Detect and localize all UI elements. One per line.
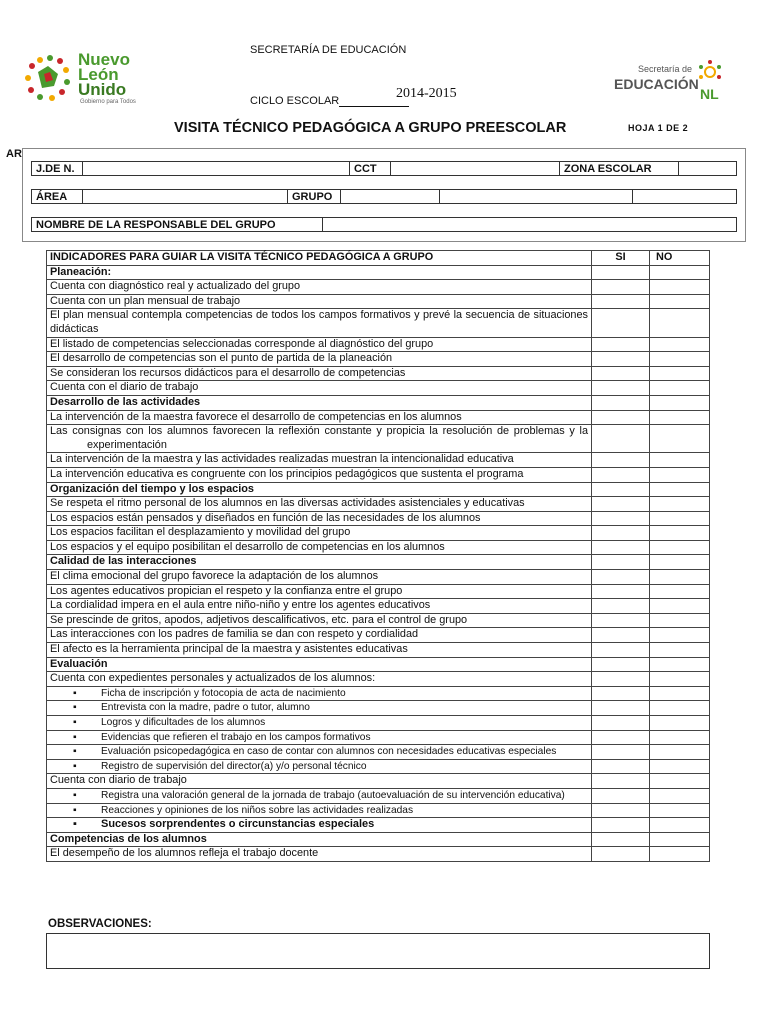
no-checkbox-cell[interactable] [650, 613, 710, 628]
indicator-text: Se consideran los recursos didácticos para el desarrollo de competencias [47, 366, 592, 381]
ciclo-label-text: CICLO ESCOLAR [250, 95, 340, 107]
no-checkbox-cell[interactable] [650, 686, 710, 701]
table-row [47, 788, 710, 803]
table-row [47, 628, 710, 643]
bullet-text: Entrevista con la madre, padre o tutor, alumno [101, 702, 310, 714]
table-row [47, 745, 710, 760]
si-checkbox-cell [592, 395, 650, 410]
table-row [47, 280, 710, 295]
no-checkbox-cell[interactable] [650, 540, 710, 555]
si-checkbox-cell [592, 555, 650, 570]
indicator-text: El desempeño de los alumnos refleja el trabajo docente [47, 847, 592, 862]
si-checkbox-cell [592, 657, 650, 672]
si-checkbox-cell[interactable] [592, 803, 650, 818]
si-checkbox-cell[interactable] [592, 497, 650, 512]
bullet-icon: ▪ [73, 804, 77, 816]
section-row [47, 555, 710, 570]
table-row [47, 774, 710, 789]
si-checkbox-cell[interactable] [592, 584, 650, 599]
table-row [47, 803, 710, 818]
area-label: ÁREA [32, 190, 83, 204]
table-row [47, 570, 710, 585]
indicator-text: Las consignas con los alumnos favorecen la reflexión constante y propicia la resolución de problemas y la experimentación [47, 425, 592, 453]
no-checkbox-cell[interactable] [650, 730, 710, 745]
no-checkbox-cell [650, 657, 710, 672]
section-row [47, 818, 710, 833]
section-title: Planeación: [47, 265, 592, 280]
indicator-text [47, 788, 592, 803]
bullet-text: Reacciones y opiniones de los niños sobre las actividades realizadas [101, 804, 414, 816]
si-checkbox-cell[interactable] [592, 309, 650, 337]
page-title: VISITA TÉCNICO PEDAGÓGICA A GRUPO PREESCOLAR [174, 120, 567, 136]
table-row [47, 584, 710, 599]
logo-text-nuevo: Nuevo [78, 50, 130, 69]
si-checkbox-cell[interactable] [592, 701, 650, 716]
table-header-row [47, 251, 710, 266]
no-checkbox-cell[interactable] [650, 803, 710, 818]
si-checkbox-cell[interactable] [592, 716, 650, 731]
no-checkbox-cell [650, 265, 710, 280]
bullet-icon: ▪ [73, 731, 77, 743]
no-checkbox-cell[interactable] [650, 701, 710, 716]
indicator-text: Los espacios están pensados y diseñados en función de las necesidades de los alumnos [47, 511, 592, 526]
no-checkbox-cell[interactable] [650, 410, 710, 425]
no-checkbox-cell[interactable] [650, 425, 710, 453]
bullet-icon: ▪ [73, 789, 77, 801]
section-row [47, 395, 710, 410]
id-row-1 [31, 161, 737, 176]
table-row [47, 366, 710, 381]
table-row [47, 701, 710, 716]
si-checkbox-cell[interactable] [592, 730, 650, 745]
indicator-text: El clima emocional del grupo favorece la adaptación de los alumnos [47, 570, 592, 585]
logo-text-unido: Unido [78, 80, 127, 99]
indicator-text: Cuenta con expedientes personales y actualizados de los alumnos: [47, 672, 592, 687]
table-row [47, 497, 710, 512]
no-checkbox-cell[interactable] [650, 599, 710, 614]
indicator-text: Las interacciones con los padres de familia se dan con respeto y cordialidad [47, 628, 592, 643]
indicators-table [46, 250, 710, 862]
no-checkbox-cell [650, 395, 710, 410]
indicator-text: Cuenta con el diario de trabajo [47, 381, 592, 396]
si-checkbox-cell[interactable] [592, 774, 650, 789]
zona-label: ZONA ESCOLAR [560, 162, 679, 176]
no-checkbox-cell[interactable] [650, 280, 710, 295]
table-row [47, 686, 710, 701]
si-checkbox-cell [592, 832, 650, 847]
no-checkbox-cell[interactable] [650, 716, 710, 731]
cct-label: CCT [350, 162, 391, 176]
section-title: Organización del tiempo y los espacios [47, 482, 592, 497]
no-checkbox-cell[interactable] [650, 381, 710, 396]
table-row [47, 672, 710, 687]
indicator-text: La cordialidad impera en el aula entre niño-niño y entre los agentes educativos [47, 599, 592, 614]
indicator-text: La intervención educativa es congruente con los principios pedagógicos que sustenta el programa [47, 467, 592, 482]
table-row [47, 410, 710, 425]
bullet-text: Logros y dificultades de los alumnos [101, 717, 266, 728]
no-checkbox-cell[interactable] [650, 309, 710, 337]
area-field[interactable] [83, 190, 288, 204]
logo-nl: NL [700, 86, 719, 102]
indicator-text: Se respeta el ritmo personal de los alumnos en las diversas actividades asistenciales y educativas [47, 497, 592, 512]
no-header: NO [650, 251, 710, 266]
responsable-field[interactable] [323, 218, 737, 232]
no-checkbox-cell[interactable] [650, 672, 710, 687]
bullet-text: Sucesos sorprendentes o circunstancias especiales [101, 818, 375, 831]
indicator-text: Los espacios y el equipo posibilitan el desarrollo de competencias en los alumnos [47, 540, 592, 555]
table-row [47, 453, 710, 468]
table-row [47, 759, 710, 774]
no-checkbox-cell[interactable] [650, 497, 710, 512]
indicator-text: Los espacios facilitan el desplazamiento y movilidad del grupo [47, 526, 592, 541]
si-checkbox-cell[interactable] [592, 613, 650, 628]
section-row [47, 482, 710, 497]
si-checkbox-cell[interactable] [592, 410, 650, 425]
observaciones-field[interactable] [46, 933, 710, 969]
ciclo-value: 2014-2015 [396, 86, 457, 101]
si-checkbox-cell[interactable] [592, 453, 650, 468]
no-checkbox-cell[interactable] [650, 818, 710, 833]
logo-tagline: Gobierno para Todos [80, 99, 136, 105]
logo-text-leon: León [78, 65, 119, 84]
indicator-text: Los agentes educativos propician el respeto y la confianza entre el grupo [47, 584, 592, 599]
no-checkbox-cell[interactable] [650, 453, 710, 468]
section-row [47, 265, 710, 280]
si-checkbox-cell[interactable] [592, 599, 650, 614]
bullet-text: Ficha de inscripción y fotocopia de acta de nacimiento [101, 687, 346, 699]
indicator-text: Cuenta con diagnóstico real y actualizado del grupo [47, 280, 592, 295]
si-checkbox-cell [592, 265, 650, 280]
indicator-text [47, 686, 592, 701]
no-checkbox-cell[interactable] [650, 352, 710, 367]
table-row [47, 467, 710, 482]
secretaria-heading: SECRETARÍA DE EDUCACIÓN [250, 44, 407, 56]
no-checkbox-cell[interactable] [650, 643, 710, 658]
bullet-icon: ▪ [73, 687, 77, 699]
indicator-text: El afecto es la herramienta principal de la maestra y asistentes educativas [47, 643, 592, 658]
indicator-text [47, 759, 592, 774]
si-checkbox-cell[interactable] [592, 381, 650, 396]
logo-secretaria-de: Secretaría de [638, 64, 693, 74]
table-row [47, 294, 710, 309]
indicator-text: Cuenta con un plan mensual de trabajo [47, 294, 592, 309]
table-row [47, 730, 710, 745]
table-row [47, 309, 710, 337]
no-checkbox-cell [650, 832, 710, 847]
no-checkbox-cell[interactable] [650, 294, 710, 309]
no-checkbox-cell[interactable] [650, 745, 710, 760]
si-checkbox-cell[interactable] [592, 570, 650, 585]
table-row [47, 716, 710, 731]
hoja-indicator: HOJA 1 DE 2 [628, 123, 689, 133]
ar-label: AR [6, 148, 22, 160]
si-checkbox-cell[interactable] [592, 280, 650, 295]
logo-educacion: EDUCACIÓN [614, 76, 699, 92]
section-title: Calidad de las interacciones [47, 555, 592, 570]
no-checkbox-cell[interactable] [650, 337, 710, 352]
si-checkbox-cell[interactable] [592, 425, 650, 453]
no-checkbox-cell[interactable] [650, 526, 710, 541]
jde-label: J.DE N. [32, 162, 83, 176]
no-checkbox-cell[interactable] [650, 511, 710, 526]
si-header: SI [592, 251, 650, 266]
table-row [47, 425, 710, 453]
cct-field[interactable] [391, 162, 560, 176]
zona-field[interactable] [679, 162, 737, 176]
no-checkbox-cell[interactable] [650, 467, 710, 482]
indicator-text: La intervención de la maestra favorece el desarrollo de competencias en los alumnos [47, 410, 592, 425]
id-row-2 [31, 189, 737, 204]
ciclo-underline [339, 96, 409, 107]
si-checkbox-cell[interactable] [592, 672, 650, 687]
table-row [47, 526, 710, 541]
si-checkbox-cell[interactable] [592, 745, 650, 760]
table-row [47, 352, 710, 367]
id-row-3 [31, 217, 737, 232]
bullet-text: Registra una valoración general de la jornada de trabajo (autoevaluación de su intervención educativa) [101, 789, 565, 801]
ciclo-escolar-label [250, 95, 409, 107]
indicator-text: La intervención de la maestra y las actividades realizadas muestran la intencionalidad educativa [47, 453, 592, 468]
si-checkbox-cell[interactable] [592, 643, 650, 658]
indicators-header: INDICADORES PARA GUIAR LA VISITA TÉCNICO PEDAGÓGICA A GRUPO [47, 251, 592, 266]
si-checkbox-cell[interactable] [592, 628, 650, 643]
no-checkbox-cell[interactable] [650, 584, 710, 599]
no-checkbox-cell[interactable] [650, 788, 710, 803]
secretaria-educacion-logo [612, 58, 722, 104]
indicator-text: El plan mensual contempla competencias de todos los campos formativos y prevé la secuencia de situaciones didácticas [47, 309, 592, 337]
indicator-text [47, 818, 592, 833]
indicator-text [47, 716, 592, 731]
table-row [47, 337, 710, 352]
indicator-text [47, 730, 592, 745]
no-checkbox-cell[interactable] [650, 628, 710, 643]
si-checkbox-cell[interactable] [592, 847, 650, 862]
section-row [47, 832, 710, 847]
no-checkbox-cell[interactable] [650, 774, 710, 789]
si-checkbox-cell[interactable] [592, 540, 650, 555]
indicator-text: Cuenta con diario de trabajo [47, 774, 592, 789]
grupo-field-2[interactable] [440, 190, 633, 204]
no-checkbox-cell [650, 482, 710, 497]
indicator-text: Se prescinde de gritos, apodos, adjetivos descalificativos, etc. para el control de grupo [47, 613, 592, 628]
bullet-icon: ▪ [73, 746, 77, 758]
si-checkbox-cell[interactable] [592, 352, 650, 367]
indicator-text: El listado de competencias seleccionadas corresponde al diagnóstico del grupo [47, 337, 592, 352]
section-title: Competencias de los alumnos [47, 832, 592, 847]
section-title: Evaluación [47, 657, 592, 672]
bullet-text: Evaluación psicopedagógica en caso de contar con alumnos con necesidades educativas especiales [101, 746, 557, 758]
si-checkbox-cell[interactable] [592, 366, 650, 381]
nuevo-leon-unido-logo [24, 52, 164, 110]
observaciones-label: OBSERVACIONES: [48, 918, 152, 930]
si-checkbox-cell[interactable] [592, 686, 650, 701]
si-checkbox-cell[interactable] [592, 788, 650, 803]
table-row [47, 613, 710, 628]
table-row [47, 599, 710, 614]
indicator-text [47, 803, 592, 818]
grupo-label: GRUPO [288, 190, 341, 204]
bullet-icon: ▪ [73, 818, 77, 831]
si-checkbox-cell[interactable] [592, 759, 650, 774]
grupo-field[interactable] [341, 190, 440, 204]
jde-field[interactable] [83, 162, 350, 176]
si-checkbox-cell[interactable] [592, 294, 650, 309]
si-checkbox-cell[interactable] [592, 511, 650, 526]
identification-box [22, 148, 746, 242]
no-checkbox-cell[interactable] [650, 366, 710, 381]
table-row [47, 643, 710, 658]
sun-emblem-icon [698, 60, 722, 84]
no-checkbox-cell[interactable] [650, 570, 710, 585]
bullet-text: Registro de supervisión del director(a) y/o personal técnico [101, 760, 367, 772]
section-title: Desarrollo de las actividades [47, 395, 592, 410]
no-checkbox-cell[interactable] [650, 847, 710, 862]
bullet-icon: ▪ [73, 717, 77, 728]
table-row [47, 381, 710, 396]
responsable-label: NOMBRE DE LA RESPONSABLE DEL GRUPO [32, 218, 323, 232]
si-checkbox-cell[interactable] [592, 818, 650, 833]
si-checkbox-cell [592, 482, 650, 497]
no-checkbox-cell[interactable] [650, 759, 710, 774]
si-checkbox-cell[interactable] [592, 467, 650, 482]
si-checkbox-cell[interactable] [592, 337, 650, 352]
indicator-text: El desarrollo de competencias son el punto de partida de la planeación [47, 352, 592, 367]
table-row [47, 847, 710, 862]
indicator-text [47, 701, 592, 716]
indicator-text [47, 745, 592, 760]
table-row [47, 540, 710, 555]
bullet-icon: ▪ [73, 760, 77, 772]
section-row [47, 657, 710, 672]
bullet-text: Evidencias que refieren el trabajo en los campos formativos [101, 731, 371, 743]
no-checkbox-cell [650, 555, 710, 570]
table-row [47, 511, 710, 526]
bullet-icon: ▪ [73, 702, 77, 714]
si-checkbox-cell[interactable] [592, 526, 650, 541]
grupo-field-3[interactable] [633, 190, 737, 204]
